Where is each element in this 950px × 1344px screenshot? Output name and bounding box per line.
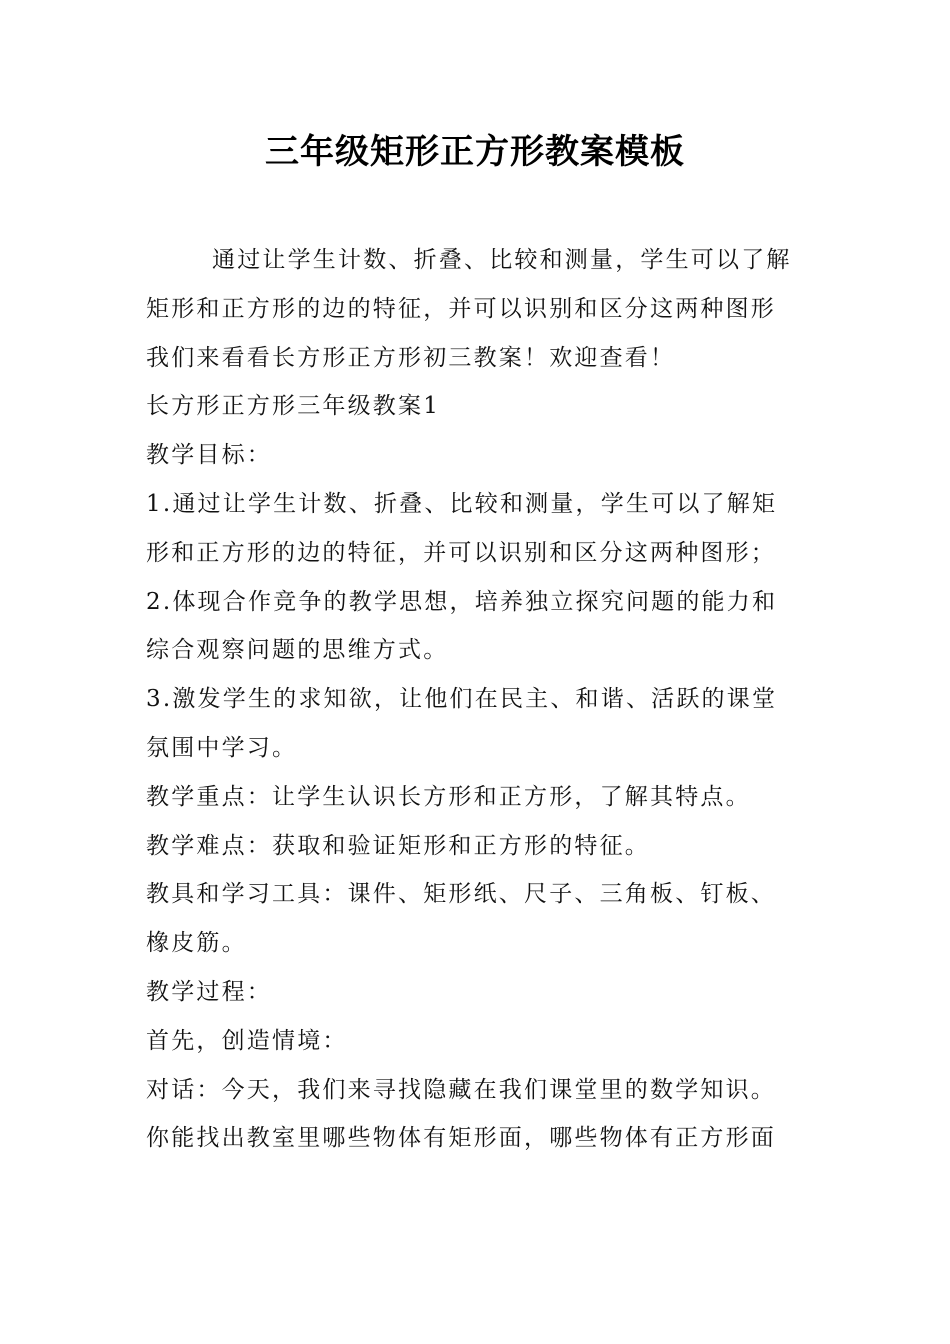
document-title: 三年级矩形正方形教案模板 <box>265 132 685 172</box>
list-item-line: 1.通过让学生计数、折叠、比较和测量，学生可以了解矩 <box>146 490 778 517</box>
paragraph-line: 对话：今天，我们来寻找隐藏在我们课堂里的数学知识。 <box>146 1076 776 1103</box>
section-heading: 长方形正方形三年级教案1 <box>146 393 441 420</box>
list-item-line: 氛围中学习。 <box>146 734 298 761</box>
paragraph-line: 我们来看看长方形正方形初三教案！欢迎查看！ <box>146 344 676 371</box>
section-heading: 教学目标： <box>146 442 272 469</box>
paragraph-line: 矩形和正方形的边的特征，并可以识别和区分这两种图形 <box>146 295 776 322</box>
list-item-line: 综合观察问题的思维方式。 <box>146 637 449 664</box>
paragraph-line: 通过让学生计数、折叠、比较和测量，学生可以了解 <box>212 247 792 273</box>
paragraph-line: 教学重点：让学生认识长方形和正方形，了解其特点。 <box>146 783 751 810</box>
paragraph-line: 教学难点：获取和验证矩形和正方形的特征。 <box>146 832 650 859</box>
paragraph-line: 教具和学习工具：课件、矩形纸、尺子、三角板、钉板、 <box>146 881 776 908</box>
paragraph-line: 首先，创造情境： <box>146 1027 348 1054</box>
section-heading: 教学过程： <box>146 978 272 1005</box>
paragraph-line: 橡皮筋。 <box>146 930 247 957</box>
list-item-line: 2.体现合作竞争的教学思想，培养独立探究问题的能力和 <box>146 588 778 615</box>
list-item-line: 3.激发学生的求知欲，让他们在民主、和谐、活跃的课堂 <box>146 686 778 713</box>
paragraph-line: 你能找出教室里哪些物体有矩形面，哪些物体有正方形面 <box>146 1125 776 1152</box>
list-item-line: 形和正方形的边的特征，并可以识别和区分这两种图形； <box>146 539 776 566</box>
document-body <box>146 236 808 1163</box>
